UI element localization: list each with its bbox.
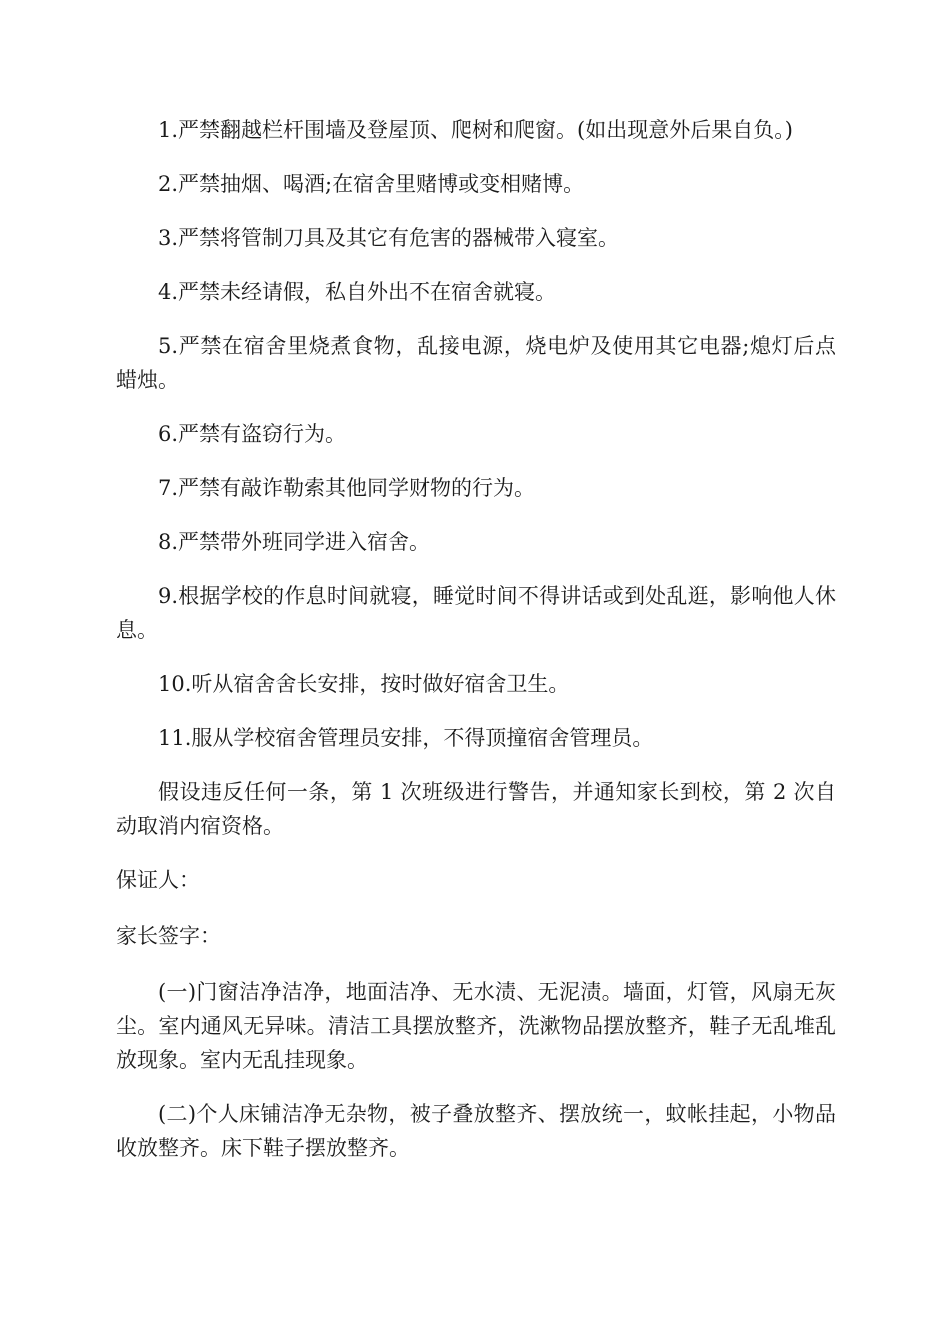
rule-4: 4.严禁未经请假，私自外出不在宿舍就寝。: [158, 280, 557, 304]
rule-9: 9.根据学校的作息时间就寝，睡觉时间不得讲话或到处乱逛，影响他人休息。: [116, 584, 836, 642]
rule-8: 8.严禁带外班同学进入宿舍。: [158, 530, 431, 554]
document-page: [116, 113, 836, 1185]
rule-11: 11.服从学校宿舍管理员安排，不得顶撞宿舍管理员。: [158, 726, 654, 750]
rule-1: 1.严禁翻越栏杆围墙及登屋顶、爬树和爬窗。(如出现意外后果自负。): [158, 118, 793, 142]
rule-6: 6.严禁有盗窃行为。: [158, 422, 347, 446]
hygiene-item-2: (二)个人床铺洁净无杂物，被子叠放整齐、摆放统一，蚊帐挂起，小物品收放整齐。床下鞋子摆放整齐。: [116, 1102, 836, 1160]
penalty-paragraph: 假设违反任何一条，第 1 次班级进行警告，并通知家长到校，第 2 次自动取消内宿资格。: [116, 780, 836, 838]
parent-signature-label: 家长签字：: [116, 924, 221, 948]
rule-10: 10.听从宿舍舍长安排，按时做好宿舍卫生。: [158, 672, 570, 696]
rule-5: 5.严禁在宿舍里烧煮食物，乱接电源，烧电炉及使用其它电器;熄灯后点蜡烛。: [116, 334, 836, 392]
rule-2: 2.严禁抽烟、喝酒;在宿舍里赌博或变相赌博。: [158, 172, 585, 196]
hygiene-item-1: (一)门窗洁净洁净，地面洁净、无水渍、无泥渍。墙面，灯管，风扇无灰尘。室内通风无异味。清洁工具摆放整齐，洗漱物品摆放整齐，鞋子无乱堆乱放现象。室内无乱挂现象。: [116, 980, 836, 1072]
guarantor-label: 保证人：: [116, 868, 200, 892]
rule-3: 3.严禁将管制刀具及其它有危害的器械带入寝室。: [158, 226, 620, 250]
rule-7: 7.严禁有敲诈勒索其他同学财物的行为。: [158, 476, 536, 500]
